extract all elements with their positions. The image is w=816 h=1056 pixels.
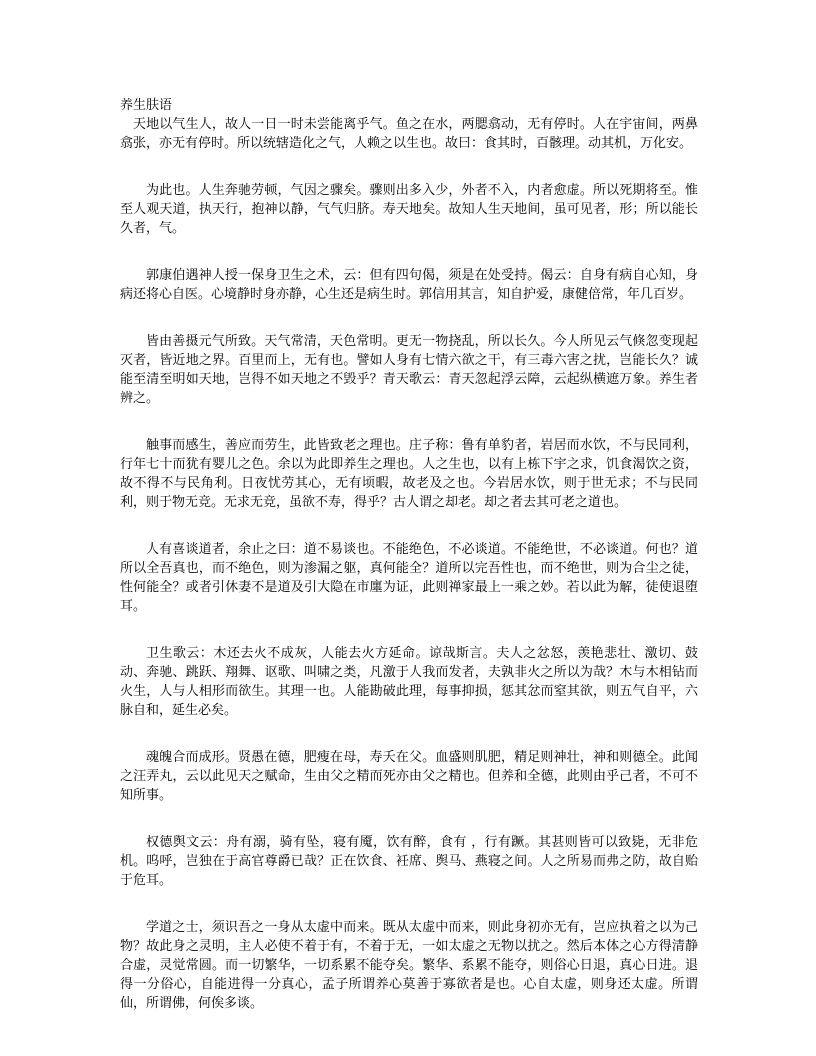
paragraph: 魂魄合而成形。贤愚在德，肥瘦在母，寿夭在父。血盛则肌肥，精足则神壮，神和则德全。此闻之汪弄丸，云以此见天之赋命，生由父之精而死亦由父之精也。但养和全德，此则由乎己者，不可不知所事。 [120, 750, 698, 803]
paragraph: 卫生歌云：木还去火不成灰，人能去火方延命。谅哉斯言。夫人之忿怒，羡艳悲壮、激切、鼓动、奔驰、跳跃、翔舞、讴歌、叫啸之类，凡激于人我而发者，夫孰非火之所以为哉？木与木相钻而火生，人与人相形而欲生。其理一也。人能勘破此理，每事抑损，惩其忿而窒其欲，则五气自平，六脉自和，延生必矣。 [120, 646, 698, 718]
paragraph: 学道之士，须识吾之一身从太虚中而来。既从太虚中而来，则此身初亦无有，岂应执着之以为己物？故此身之灵明，主人必使不着于有，不着于无，一如太虚之无物以扰之。然后本体之心方得清静合虚，灵觉常圆。而一切繁华，一切系累不能夺矣。繁华、系累不能夺，则俗心日退，真心日进。退得一分俗心，自能进得一分真心，孟子所谓养心莫善于寡欲者是也。心自太虚，则身还太虚。所谓仙，所谓佛，何俟多谈。 [120, 920, 698, 1011]
document-page [120, 96, 698, 1041]
paragraph: 为此也。人生奔驰劳顿，气因之骤矣。骤则出多入少，外者不入，内者愈虚。所以死期将至。惟至人观天道，执天行，抱神以静，气气归脐。寿天地矣。故知人生天地间，虽可见者，形；所以能长久者，气。 [120, 183, 698, 236]
paragraph: 人有喜谈道者，余止之曰：道不易谈也。不能绝色，不必谈道。不能绝世，不必谈道。何也？道所以全吾真也，而不绝色，则为渗漏之躯，真何能全？道所以完吾性也，而不绝世，则为合尘之徒，性何能全？或者引休妻不是道及引大隐在市廛为证，此则禅家最上一乘之妙。若以此为解，徒使退堕耳。 [120, 542, 698, 614]
paragraph: 天地以气生人，故人一日一时未尝能离乎气。鱼之在水，两腮翕动，无有停时。人在宇宙间，两鼻翕张，亦无有停时。所以统辖造化之气，人赖之以生也。故曰：食其时，百骸理。动其机，万化安。 [120, 117, 698, 151]
paragraph: 触事而感生，善应而劳生，此皆致老之理也。庄子称：鲁有单豹者，岩居而水饮，不与民同利，行年七十而犹有婴儿之色。余以为此即养生之理也。人之生也，以有上栋下宇之求，饥食渴饮之资，故不得不与民角利。日夜忧劳其心，无有顷暇，故老及之也。今岩居水饮，则于世无求；不与民同利，则于物无竞。无求无竞，虽欲不寿，得乎？古人谓之却老。却之者去其可老之道也。 [120, 438, 698, 510]
paragraph: 皆由善摄元气所致。天气常清，天色常明。更无一物挠乱，所以长久。今人所见云气倏忽变现起灭者，皆近地之界。百里而上，无有也。譬如人身有七情六欲之干，有三毒六害之扰，岂能长久？诚能至清至明如天地，岂得不如天地之不毁乎？青天歌云：青天忽起浮云障，云起纵横遮万象。养生者辨之。 [120, 334, 698, 406]
paragraph: 郭康伯遇神人授一保身卫生之术，云：但有四句偈，须是在处受持。偈云：自身有病自心知，身病还将心自医。心境静时身亦静，心生还是病生时。郭信用其言，知自护爱，康健倍常，年几百岁。 [120, 268, 698, 302]
paragraph: 权德舆文云：舟有溺，骑有坠，寝有魇，饮有醉，食有 ，行有蹶。其甚则皆可以致毙，无非危机。呜呼，岂独在于高官尊爵已哉？正在饮食、衽席、舆马、燕寝之间。人之所易而弗之防，故自贻于危耳。 [120, 835, 698, 888]
document-title: 养生肤语 [120, 98, 173, 113]
